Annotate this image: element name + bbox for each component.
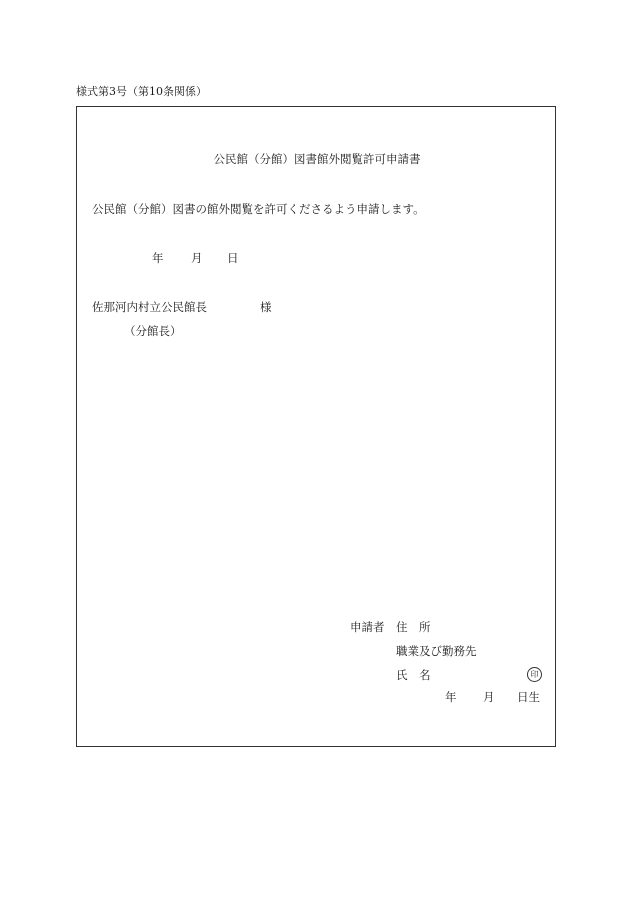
address-label: 住 所 (396, 620, 431, 634)
form-frame (76, 106, 556, 747)
request-statement: 公民館（分館）図書の館外閲覧を許可くださるよう申請します。 (92, 202, 425, 216)
date-year-label: 年 (152, 251, 164, 265)
document-title: 公民館（分館）図書館外閲覧許可申請書 (213, 152, 421, 166)
birth-day-label: 日生 (517, 690, 540, 704)
name-label: 氏 名 (396, 668, 431, 682)
occupation-label: 職業及び勤務先 (396, 644, 477, 658)
form-number-label: 様式第3号（第10条関係） (76, 85, 207, 98)
date-month-label: 月 (191, 251, 203, 265)
applicant-label: 申請者 (350, 620, 385, 634)
birth-year-label: 年 (445, 690, 457, 704)
addressee-honorific: 様 (260, 300, 272, 314)
date-day-label: 日 (227, 251, 239, 265)
addressee-branch: （分館長） (124, 324, 182, 338)
seal-icon: 印 (527, 667, 542, 682)
birth-month-label: 月 (483, 690, 495, 704)
addressee-name: 佐那河内村立公民館長 (92, 300, 207, 314)
